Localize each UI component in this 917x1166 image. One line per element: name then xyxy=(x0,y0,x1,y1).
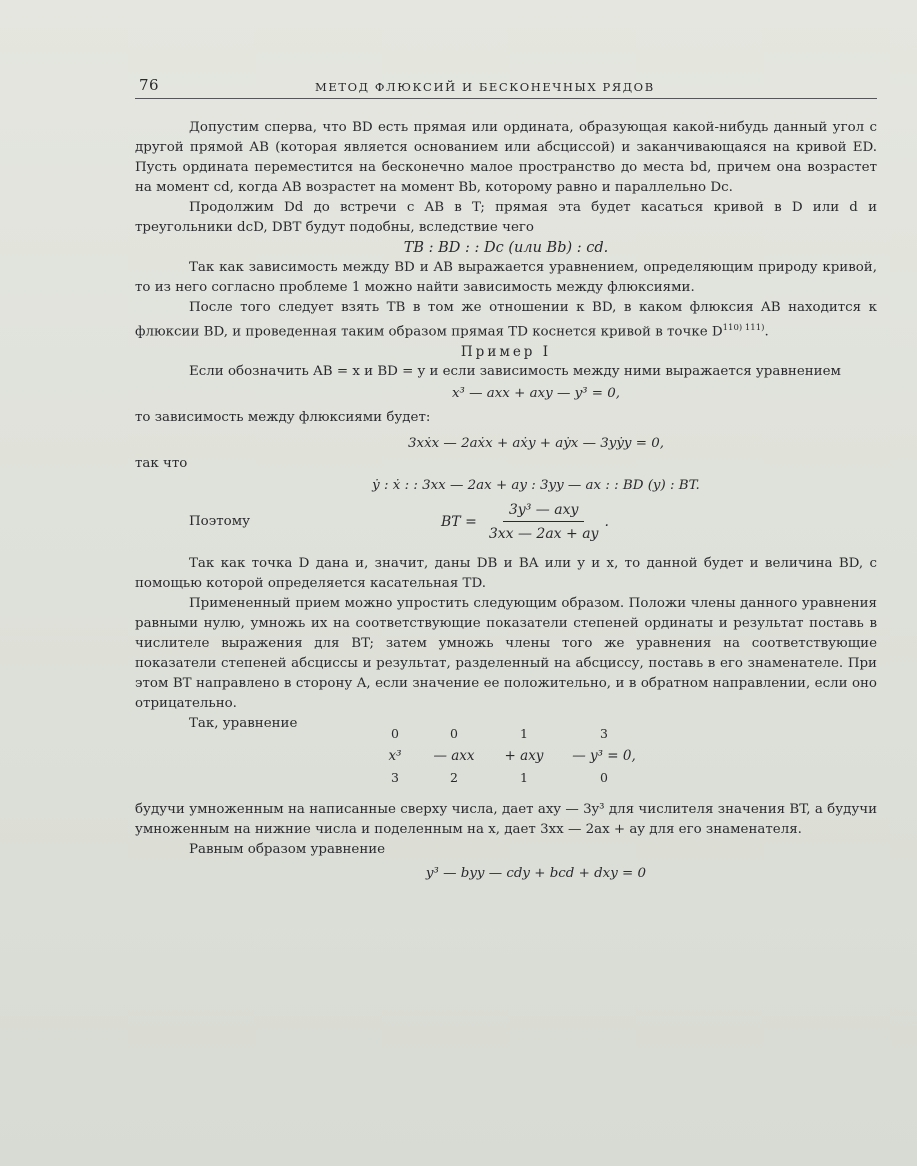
paragraph: будучи умноженным на написанные сверху числа, дает axy — 3y³ для числителя значения BT, а будучи умноженным на нижние числа и поделенным на x, дает 3xx — 2ax + ay для его знаменателя. xyxy=(135,802,877,838)
paragraph: Так как зависимость между BD и AB выражается уравнением, определяющим природу кривой, то из него согласно проблеме 1 можно найти зависимость между флюксиями. xyxy=(135,260,877,295)
page-header xyxy=(0,0,917,110)
exponents-block xyxy=(135,714,877,788)
exponent-bottom: 2 xyxy=(450,770,458,786)
paragraph: Равным образом уравнение xyxy=(189,842,386,858)
paragraph: Продолжим Dd до встречи с AB в T; прямая эта будет касаться кривой в D или d и треугольники dcD, DBT будут подобны, вследствие чего xyxy=(135,200,877,235)
fraction-lhs: BT = xyxy=(441,514,477,531)
fraction-formula xyxy=(441,500,609,544)
formula: x³ — axx + axy — y³ = 0, xyxy=(451,386,621,402)
exponent-top: 0 xyxy=(450,726,458,742)
formula: y³ — byy — cdy + bcd + dxy = 0 xyxy=(425,866,647,882)
exponent-top: 0 xyxy=(391,726,399,742)
formula: TB : BD : : Dc (или Bb) : cd. xyxy=(403,240,609,256)
exponent-table xyxy=(371,724,649,788)
footnote-ref: 110) 111) xyxy=(722,323,765,333)
paragraph: так что xyxy=(135,456,188,472)
fraction xyxy=(483,500,605,544)
equation-term: x³ xyxy=(388,748,402,765)
fraction-numerator: 3y³ — axy xyxy=(503,500,584,522)
paragraph: Допустим сперва, что BD есть прямая или ордината, образующая какой-нибудь данный угол с другой прямой AB (которая является основанием или абсциссой) и заканчивающаяся на кривой ED. Пусть ордината переместится на бесконечно малое пространство до места bd, причем она возрастет на момент cd, когда AB возрастет на момент Bb, которому равно и параллельно Dc. xyxy=(135,120,877,195)
header-divider xyxy=(135,98,877,99)
formula: ẏ : ẋ : : 3xx — 2ax + ay : 3yy — ax : : BD (y) : BT. xyxy=(372,478,700,494)
exponent-top: 1 xyxy=(520,726,528,742)
main-text xyxy=(135,118,877,884)
paragraph xyxy=(135,298,877,342)
paragraph-text: После того следует взять TB в том же отношении к BD, в каком флюксия AB находится к флюксии BD, и проведенная таким образом прямая TD коснется кривой в точке D xyxy=(135,300,877,340)
equation-term: — axx xyxy=(433,748,475,765)
paragraph: то зависимость между флюксиями будет: xyxy=(135,410,431,426)
fraction-end: . xyxy=(604,514,609,531)
fraction-block xyxy=(135,500,877,544)
page-number: 76 xyxy=(139,76,160,94)
paragraph-label: Поэтому xyxy=(189,514,251,530)
formula: 3xẋx — 2aẋx + aẋy + aẏx — 3yẏy = 0, xyxy=(408,436,664,452)
example-heading: Пример I xyxy=(460,344,552,361)
paragraph-label: Так, уравнение xyxy=(189,716,298,732)
exponent-bottom: 0 xyxy=(600,770,608,786)
running-title: МЕТОД ФЛЮКСИЙ И БЕСКОНЕЧНЫХ РЯДОВ xyxy=(315,80,655,94)
paragraph-end: . xyxy=(764,324,769,340)
paragraph: Примененный прием можно упростить следующим образом. Положи члены данного уравнения равными нулю, умножь их на соответствующие показатели степеней ординаты и результат поставь в числителе выражения для BT; затем умножь члены того же уравнения на соответствующие показатели степеней абсциссы и результат, разделенный на абсциссу, поставь в его знаменателе. При этом BT направлено в сторону A, если значение ее положительно, и в обратном направлении, если оно отрицательно. xyxy=(135,596,877,712)
exponent-top: 3 xyxy=(600,726,608,742)
equation-term: + axy xyxy=(504,748,544,765)
equation-term: — y³ = 0, xyxy=(572,748,636,765)
paragraph: Так как точка D дана и, значит, даны DB и BA или y и x, то данной будет и величина BD, с помощью которой определяется касательная TD. xyxy=(135,556,877,592)
fraction-denominator: 3xx — 2ax + ay xyxy=(488,526,599,543)
exponent-bottom: 3 xyxy=(391,770,399,786)
paragraph: Если обозначить AB = x и BD = y и если зависимость между ними выражается уравнением xyxy=(189,364,841,380)
exponent-bottom: 1 xyxy=(520,770,528,786)
